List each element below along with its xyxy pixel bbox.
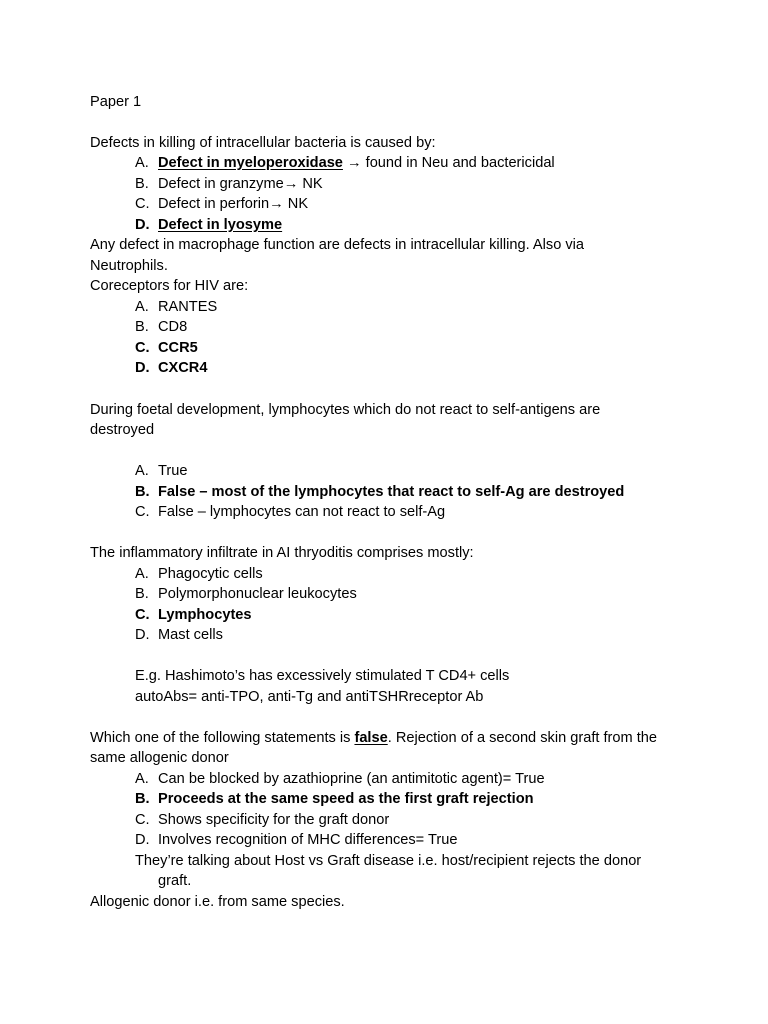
q5-question-line-2: same allogenic donor [90, 750, 229, 766]
q5-option-a: A. Can be blocked by azathioprine (an antimitotic agent)= True [135, 771, 545, 787]
q4-note-line-1: E.g. Hashimoto’s has excessively stimulated T CD4+ cells [135, 668, 510, 684]
q1-question: Defects in killing of intracellular bacteria is caused by: [90, 135, 436, 151]
q4-option-d: D. Mast cells [135, 627, 223, 643]
q4-option-c: C. Lymphocytes [135, 607, 252, 623]
q5-option-b: B. Proceeds at the same speed as the first graft rejection [135, 791, 534, 807]
q2-option-d: D. CXCR4 [135, 360, 208, 376]
q2-option-c: C. CCR5 [135, 340, 198, 356]
q2-option-b: B. CD8 [135, 319, 188, 335]
q5-question-line-1: Which one of the following statements is false. Rejection of a second skin graft from the [90, 730, 658, 746]
q3-option-b: B. False – most of the lymphocytes that react to self-Ag are destroyed [135, 484, 625, 500]
q5-note-line-1: They’re talking about Host vs Graft disease i.e. host/recipient rejects the donor [135, 853, 642, 869]
q1-option-b: B. Defect in granzyme→ NK [135, 176, 323, 192]
q5-option-c: C. Shows specificity for the graft donor [135, 812, 390, 828]
q1-option-c: C. Defect in perforin→ NK [135, 196, 309, 212]
q5-note-line-3: Allogenic donor i.e. from same species. [90, 894, 345, 910]
q4-option-a: A. Phagocytic cells [135, 566, 263, 582]
q3-question-line-2: destroyed [90, 422, 155, 438]
q1-explanation-line-1: Any defect in macrophage function are defects in intracellular killing. Also via [90, 237, 585, 253]
q1-option-d: D. Defect in lyosyme [135, 217, 283, 233]
q2-question: Coreceptors for HIV are: [90, 278, 249, 294]
q1-option-a: A. Defect in myeloperoxidase → found in Neu and bactericidal [135, 155, 555, 171]
q3-question-line-1: During foetal development, lymphocytes which do not react to self-antigens are [90, 402, 601, 418]
q1-explanation-line-2: Neutrophils. [90, 258, 168, 274]
q4-option-b: B. Polymorphonuclear leukocytes [135, 586, 357, 602]
q5-question-keyword: false [354, 730, 388, 746]
q5-note-line-2: graft. [158, 873, 192, 889]
q3-option-a: A. True [135, 463, 188, 479]
paper-title: Paper 1 [90, 94, 142, 110]
q4-note-line-2: autoAbs= anti-TPO, anti-Tg and antiTSHRreceptor Ab [135, 689, 484, 705]
q3-option-c: C. False – lymphocytes can not react to self-Ag [135, 504, 446, 520]
q2-option-a: A. RANTES [135, 299, 218, 315]
q1-option-a-answer: Defect in myeloperoxidase [158, 155, 343, 171]
q4-question: The inflammatory infiltrate in AI thryoditis comprises mostly: [90, 545, 474, 561]
q5-option-d: D. Involves recognition of MHC differences= True [135, 832, 458, 848]
q1-option-a-note: → found in Neu and bactericidal [342, 155, 555, 171]
